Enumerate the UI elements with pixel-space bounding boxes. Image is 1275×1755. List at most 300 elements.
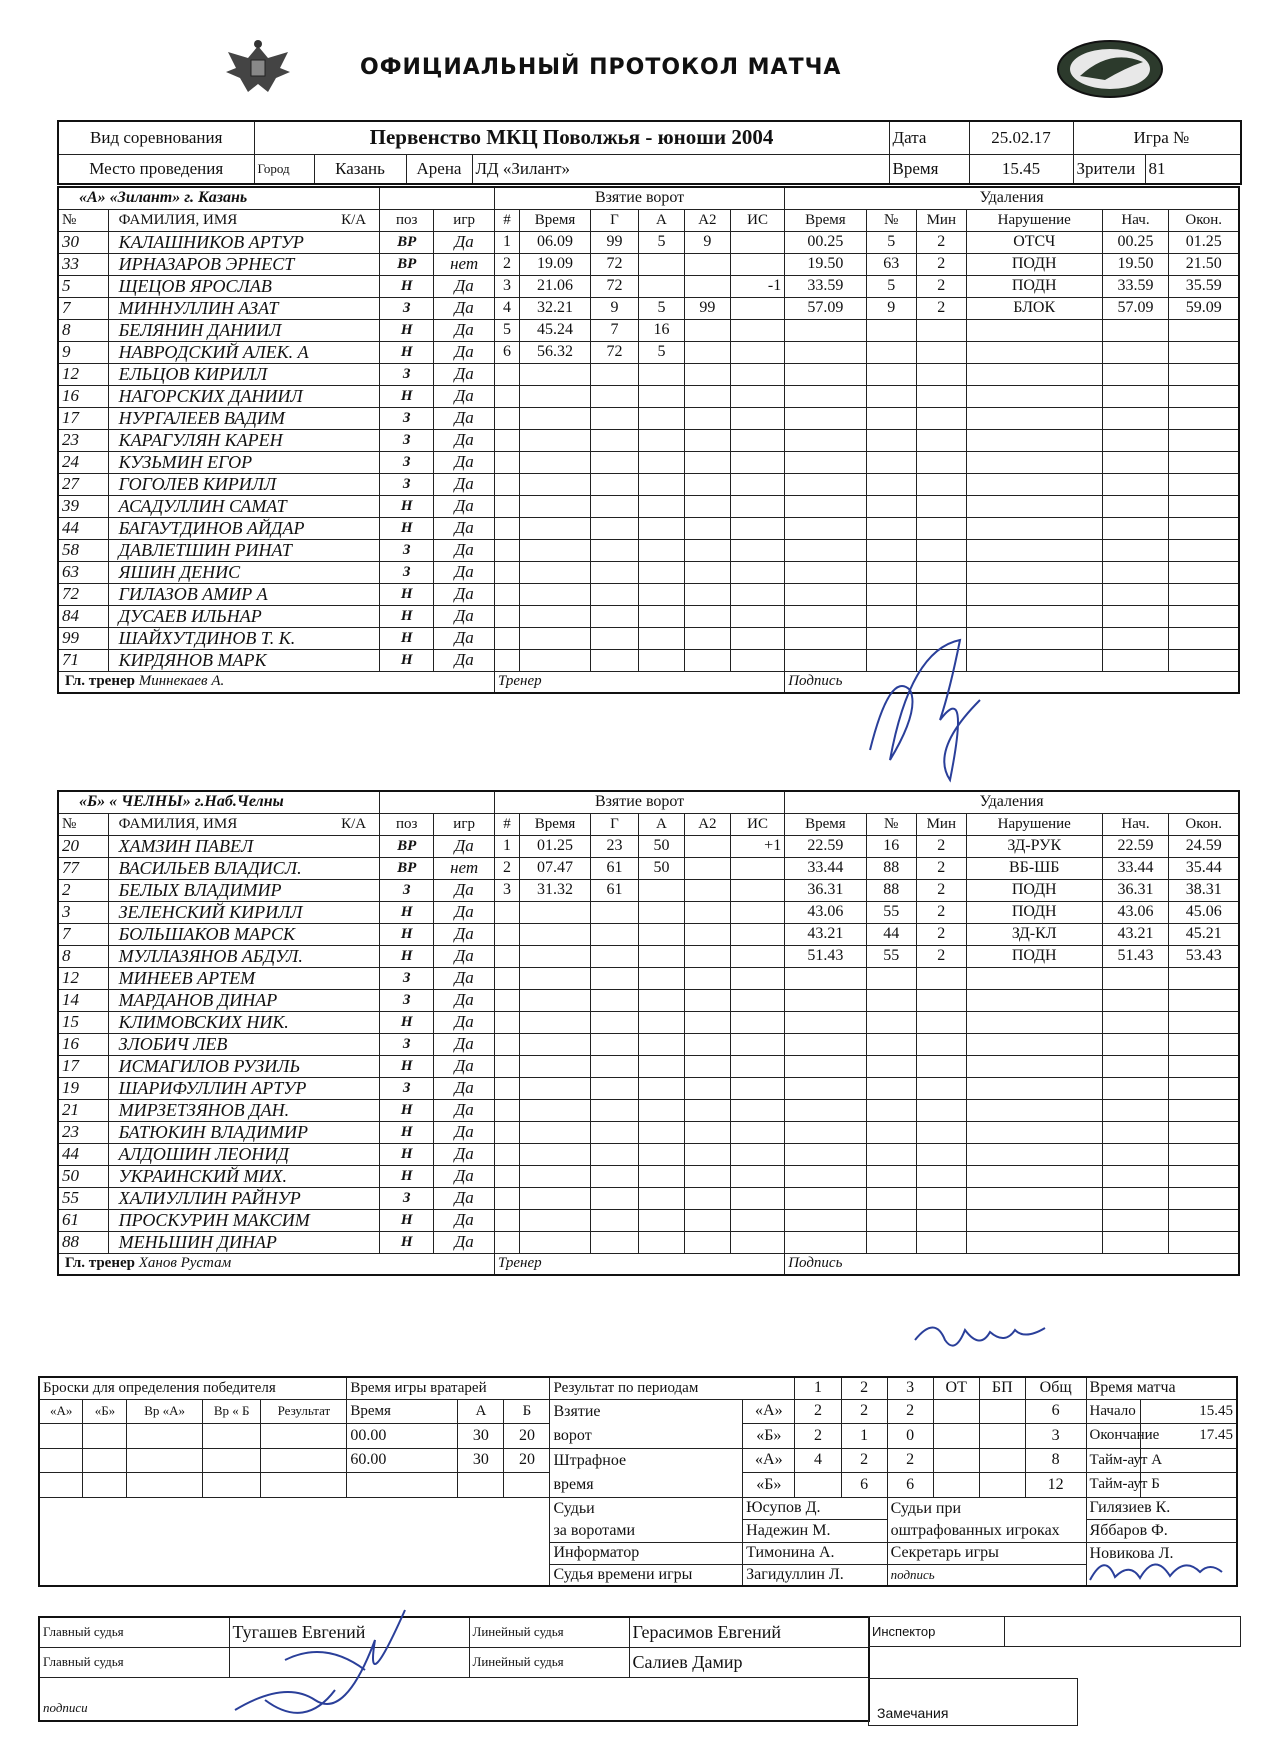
player-row bbox=[58, 1165, 1239, 1187]
pen-violation: ПОДН bbox=[966, 945, 1102, 967]
goal-time: 32.21 bbox=[519, 297, 590, 319]
line-ref-1: Герасимов Евгений bbox=[629, 1617, 869, 1647]
player-row bbox=[58, 967, 1239, 989]
goal-scorer: 72 bbox=[590, 341, 638, 363]
player-name: ИРНАЗАРОВ ЭРНЕСТ bbox=[108, 253, 379, 275]
signature-label: Подпись bbox=[785, 1253, 1239, 1275]
player-position: З bbox=[380, 1077, 434, 1099]
col-name-label: ФАМИЛИЯ, ИМЯ bbox=[118, 211, 238, 228]
pen-player: 44 bbox=[866, 923, 916, 945]
pen-minutes: 2 bbox=[916, 275, 966, 297]
player-played: Да bbox=[434, 1143, 495, 1165]
col-goal-time: Время bbox=[519, 813, 590, 835]
goal-situation: +1 bbox=[730, 835, 784, 857]
city-label: Город bbox=[254, 154, 314, 184]
team-b-table bbox=[57, 790, 1240, 1276]
pen-end: 53.43 bbox=[1169, 945, 1239, 967]
goal-situation: -1 bbox=[730, 275, 784, 297]
player-number: 44 bbox=[58, 1143, 108, 1165]
player-number: 7 bbox=[58, 923, 108, 945]
pen-time: 00.25 bbox=[785, 231, 866, 253]
player-played: Да bbox=[434, 1165, 495, 1187]
summary-table bbox=[38, 1376, 1238, 1587]
player-name: БАТЮКИН ВЛАДИМИР bbox=[108, 1121, 379, 1143]
pen-time: 22.59 bbox=[785, 835, 866, 857]
player-name: НУРГАЛЕЕВ ВАДИМ bbox=[108, 407, 379, 429]
player-row bbox=[58, 923, 1239, 945]
pen-minutes: 2 bbox=[916, 857, 966, 879]
player-name: МУЛЛАЗЯНОВ АБДУЛ. bbox=[108, 945, 379, 967]
goals-label-1: Взятие bbox=[553, 1402, 601, 1420]
pen-judges-label bbox=[887, 1497, 1086, 1542]
period-total-header: Общ bbox=[1025, 1377, 1086, 1399]
penalties-section-title: Удаления bbox=[785, 791, 1239, 813]
player-row bbox=[58, 835, 1239, 857]
pen-a-total: 8 bbox=[1025, 1448, 1086, 1473]
goal-assist2: 99 bbox=[684, 297, 730, 319]
player-name: АЛДОШИН ЛЕОНИД bbox=[108, 1143, 379, 1165]
player-name: БАГАУТДИНОВ АЙДАР bbox=[108, 517, 379, 539]
goal-time: 21.06 bbox=[519, 275, 590, 297]
shots-col-b: «Б» bbox=[83, 1399, 127, 1424]
player-number: 17 bbox=[58, 1055, 108, 1077]
col-pen-violation: Нарушение bbox=[966, 209, 1102, 231]
goals-a-bp bbox=[979, 1399, 1025, 1424]
col-pen-end: Окон. bbox=[1169, 813, 1239, 835]
pen-time: 43.06 bbox=[785, 901, 866, 923]
player-name: МИРЗЕТЗЯНОВ ДАН. bbox=[108, 1099, 379, 1121]
timeout-a-label: Тайм-аут А bbox=[1086, 1448, 1140, 1473]
player-number: 61 bbox=[58, 1209, 108, 1231]
pen-violation: ПОДН bbox=[966, 275, 1102, 297]
col-assist2: А2 bbox=[684, 813, 730, 835]
col-situation: ИС bbox=[730, 813, 784, 835]
player-number: 71 bbox=[58, 649, 108, 671]
player-number: 99 bbox=[58, 627, 108, 649]
player-number: 88 bbox=[58, 1231, 108, 1253]
col-name-label: ФАМИЛИЯ, ИМЯ bbox=[118, 815, 238, 832]
team-title: «Б» « ЧЕЛНЫ» г.Наб.Челны bbox=[58, 791, 380, 813]
pen-violation: ПОДН bbox=[966, 901, 1102, 923]
player-played: Да bbox=[434, 363, 495, 385]
signature-team-b bbox=[905, 1310, 1055, 1360]
player-position: З bbox=[380, 989, 434, 1011]
player-played: Да bbox=[434, 583, 495, 605]
player-row bbox=[58, 429, 1239, 451]
pen-minutes: 2 bbox=[916, 297, 966, 319]
player-number: 30 bbox=[58, 231, 108, 253]
col-goal-num: # bbox=[494, 209, 519, 231]
goal-num: 1 bbox=[494, 835, 519, 857]
goals-b-bp bbox=[979, 1424, 1025, 1449]
player-name: ЗЕЛЕНСКИЙ КИРИЛЛ bbox=[108, 901, 379, 923]
player-position: ВР bbox=[380, 231, 434, 253]
player-number: 23 bbox=[58, 429, 108, 451]
informer-label: Информатор bbox=[550, 1542, 743, 1564]
trainer-label: Тренер bbox=[494, 671, 784, 693]
pen-end: 01.25 bbox=[1169, 231, 1239, 253]
pen-start: 43.21 bbox=[1102, 923, 1169, 945]
player-row bbox=[58, 1077, 1239, 1099]
goals-b-p3: 0 bbox=[887, 1424, 933, 1449]
col-pos: поз bbox=[380, 813, 434, 835]
pen-a-ot bbox=[933, 1448, 979, 1473]
goal-situation bbox=[730, 231, 784, 253]
player-number: 5 bbox=[58, 275, 108, 297]
col-ka-label: К/А bbox=[341, 211, 367, 228]
spectators-label: Зрители bbox=[1073, 154, 1145, 184]
timekeeper-value: Загидуллин Л. bbox=[743, 1564, 887, 1586]
pen-player: 5 bbox=[866, 275, 916, 297]
goal-scorer: 7 bbox=[590, 319, 638, 341]
player-played: Да bbox=[434, 967, 495, 989]
player-row bbox=[58, 1011, 1239, 1033]
player-played: Да bbox=[434, 627, 495, 649]
player-played: Да bbox=[434, 1231, 495, 1253]
player-position: ВР bbox=[380, 835, 434, 857]
pen-violation: ОТСЧ bbox=[966, 231, 1102, 253]
player-position: ВР bbox=[380, 857, 434, 879]
period-3-header: 3 bbox=[887, 1377, 933, 1399]
player-number: 16 bbox=[58, 385, 108, 407]
main-ref-1: Тугашев Евгений bbox=[229, 1617, 469, 1647]
player-name: НАГОРСКИХ ДАНИИЛ bbox=[108, 385, 379, 407]
player-position: Н bbox=[380, 649, 434, 671]
player-played: Да bbox=[434, 649, 495, 671]
arena-value: ЛД «Зилант» bbox=[472, 154, 889, 184]
player-row bbox=[58, 583, 1239, 605]
player-number: 63 bbox=[58, 561, 108, 583]
player-number: 72 bbox=[58, 583, 108, 605]
goal-situation bbox=[730, 341, 784, 363]
goal-time: 07.47 bbox=[519, 857, 590, 879]
player-position: З bbox=[380, 473, 434, 495]
shots-col-gka: Вр «А» bbox=[127, 1399, 202, 1424]
col-pen-start: Нач. bbox=[1102, 813, 1169, 835]
goal-situation bbox=[730, 319, 784, 341]
city-value: Казань bbox=[314, 154, 406, 184]
pen-minutes: 2 bbox=[916, 879, 966, 901]
comp-value: Первенство МКЦ Поволжья - юноши 2004 bbox=[254, 121, 889, 154]
player-number: 44 bbox=[58, 517, 108, 539]
goal-assist1: 5 bbox=[638, 231, 684, 253]
goal-scorer: 61 bbox=[590, 879, 638, 901]
col-name bbox=[108, 813, 379, 835]
pen-player: 5 bbox=[866, 231, 916, 253]
time-value: 15.45 bbox=[969, 154, 1073, 184]
pen-judges-label-1: Судьи при bbox=[890, 1499, 961, 1517]
pen-player: 88 bbox=[866, 857, 916, 879]
head-coach-value: Миннекаев А. bbox=[138, 673, 225, 690]
player-played: Да bbox=[434, 319, 495, 341]
signature-label: Подпись bbox=[785, 671, 1239, 693]
player-position: Н bbox=[380, 1165, 434, 1187]
team-a-table bbox=[57, 186, 1240, 694]
line-ref-label-1: Линейный судья bbox=[469, 1617, 629, 1647]
player-name: ГОГОЛЕВ КИРИЛЛ bbox=[108, 473, 379, 495]
shots-col-a: «А» bbox=[39, 1399, 83, 1424]
player-position: Н bbox=[380, 341, 434, 363]
player-played: Да bbox=[434, 341, 495, 363]
col-goal-time: Время bbox=[519, 209, 590, 231]
goal-situation bbox=[730, 857, 784, 879]
period-2-header: 2 bbox=[841, 1377, 887, 1399]
player-position: Н bbox=[380, 319, 434, 341]
goals-b-p2: 1 bbox=[841, 1424, 887, 1449]
col-goal-num: # bbox=[494, 813, 519, 835]
player-row bbox=[58, 253, 1239, 275]
player-position: Н bbox=[380, 1055, 434, 1077]
gk-title: Время игры вратарей bbox=[347, 1377, 550, 1399]
col-pen-min: Мин bbox=[916, 813, 966, 835]
pen-start: 22.59 bbox=[1102, 835, 1169, 857]
timeout-b-label: Тайм-аут Б bbox=[1086, 1473, 1140, 1498]
pen-start: 51.43 bbox=[1102, 945, 1169, 967]
goal-time: 19.09 bbox=[519, 253, 590, 275]
col-pen-violation: Нарушение bbox=[966, 813, 1102, 835]
hockey-logo-icon bbox=[1055, 38, 1165, 100]
player-played: Да bbox=[434, 835, 495, 857]
goal-situation bbox=[730, 297, 784, 319]
player-position: З bbox=[380, 363, 434, 385]
col-assist1: А bbox=[638, 209, 684, 231]
player-row bbox=[58, 275, 1239, 297]
goal-num: 3 bbox=[494, 275, 519, 297]
pen-end: 45.06 bbox=[1169, 901, 1239, 923]
start-label: Начало bbox=[1086, 1399, 1140, 1424]
pen-start: 00.25 bbox=[1102, 231, 1169, 253]
goals-b-total: 3 bbox=[1025, 1424, 1086, 1449]
team-title: «А» «Зилант» г. Казань bbox=[58, 187, 380, 209]
pen-player: 88 bbox=[866, 879, 916, 901]
spectators-value: 81 bbox=[1145, 154, 1241, 184]
player-name: МИНЕЕВ АРТЕМ bbox=[108, 967, 379, 989]
player-name: ИСМАГИЛОВ РУЗИЛЬ bbox=[108, 1055, 379, 1077]
goal-num: 4 bbox=[494, 297, 519, 319]
player-row bbox=[58, 231, 1239, 253]
pen-minutes: 2 bbox=[916, 835, 966, 857]
player-played: Да bbox=[434, 539, 495, 561]
goal-time: 01.25 bbox=[519, 835, 590, 857]
goal-num: 6 bbox=[494, 341, 519, 363]
player-name: ХАМЗИН ПАВЕЛ bbox=[108, 835, 379, 857]
goal-assist2: 9 bbox=[684, 231, 730, 253]
player-name: БЕЛЫХ ВЛАДИМИР bbox=[108, 879, 379, 901]
goal-assist2 bbox=[684, 275, 730, 297]
goal-assist2 bbox=[684, 341, 730, 363]
player-name: ДУСАЕВ ИЛЬНАР bbox=[108, 605, 379, 627]
goal-scorer: 61 bbox=[590, 857, 638, 879]
goals-a-total: 6 bbox=[1025, 1399, 1086, 1424]
pen-minutes: 2 bbox=[916, 923, 966, 945]
referees-table bbox=[38, 1616, 870, 1722]
col-goal-scorer: Г bbox=[590, 813, 638, 835]
player-number: 20 bbox=[58, 835, 108, 857]
player-played: Да bbox=[434, 901, 495, 923]
head-coach bbox=[58, 671, 494, 693]
player-name: КАЛАШНИКОВ АРТУР bbox=[108, 231, 379, 253]
pen-b-total: 12 bbox=[1025, 1473, 1086, 1498]
player-row bbox=[58, 561, 1239, 583]
pen-b-p3: 6 bbox=[887, 1473, 933, 1498]
col-pen-end: Окон. bbox=[1169, 209, 1239, 231]
pen-b-p1 bbox=[795, 1473, 841, 1498]
player-position: Н bbox=[380, 1231, 434, 1253]
col-igr: игр bbox=[434, 813, 495, 835]
player-position: З bbox=[380, 539, 434, 561]
player-played: Да bbox=[434, 495, 495, 517]
pen-a-p1: 4 bbox=[795, 1448, 841, 1473]
goals-b-p1: 2 bbox=[795, 1424, 841, 1449]
pen-violation: ЗД-КЛ bbox=[966, 923, 1102, 945]
goal-time: 56.32 bbox=[519, 341, 590, 363]
pen-team-a: «А» bbox=[743, 1448, 795, 1473]
goals-section-title: Взятие ворот bbox=[494, 791, 784, 813]
player-row bbox=[58, 649, 1239, 671]
pen-end: 45.21 bbox=[1169, 923, 1239, 945]
player-number: 7 bbox=[58, 297, 108, 319]
player-played: Да bbox=[434, 297, 495, 319]
player-name: КИРДЯНОВ МАРК bbox=[108, 649, 379, 671]
player-row bbox=[58, 945, 1239, 967]
pen-time: 33.44 bbox=[785, 857, 866, 879]
player-row bbox=[58, 473, 1239, 495]
col-assist2: А2 bbox=[684, 209, 730, 231]
pen-player: 63 bbox=[866, 253, 916, 275]
pen-label-2: время bbox=[553, 1475, 594, 1493]
player-name: ВАСИЛЬЕВ ВЛАДИСЛ. bbox=[108, 857, 379, 879]
player-played: Да bbox=[434, 451, 495, 473]
player-name: МИННУЛЛИН АЗАТ bbox=[108, 297, 379, 319]
player-row bbox=[58, 627, 1239, 649]
player-played: нет bbox=[434, 857, 495, 879]
signatures-label: подписи bbox=[39, 1677, 869, 1721]
col-assist1: А bbox=[638, 813, 684, 835]
player-row bbox=[58, 363, 1239, 385]
head-coach bbox=[58, 1253, 494, 1275]
col-igr: игр bbox=[434, 209, 495, 231]
player-name: МАРДАНОВ ДИНАР bbox=[108, 989, 379, 1011]
player-name: ЕЛЬЦОВ КИРИЛЛ bbox=[108, 363, 379, 385]
player-name: АСАДУЛЛИН САМАТ bbox=[108, 495, 379, 517]
player-number: 21 bbox=[58, 1099, 108, 1121]
date-label: Дата bbox=[889, 121, 969, 154]
pen-judges-label-2: оштрафованных игроках bbox=[890, 1521, 1060, 1539]
player-position: З bbox=[380, 407, 434, 429]
gk-row1-a: 30 bbox=[458, 1424, 504, 1449]
goal-judge-1: Юсупов Д. bbox=[743, 1497, 887, 1520]
player-played: Да bbox=[434, 1209, 495, 1231]
pen-time: 19.50 bbox=[785, 253, 866, 275]
main-ref-label-2: Главный судья bbox=[39, 1647, 229, 1677]
player-row bbox=[58, 1033, 1239, 1055]
player-row bbox=[58, 539, 1239, 561]
player-row bbox=[58, 879, 1239, 901]
goals-b-ot bbox=[933, 1424, 979, 1449]
pen-minutes: 2 bbox=[916, 231, 966, 253]
gk-row1-b: 20 bbox=[504, 1424, 550, 1449]
goal-assist1 bbox=[638, 275, 684, 297]
pen-team-b: «Б» bbox=[743, 1473, 795, 1498]
player-number: 58 bbox=[58, 539, 108, 561]
goals-label bbox=[550, 1399, 743, 1448]
pen-minutes: 2 bbox=[916, 945, 966, 967]
remarks-box bbox=[868, 1678, 1078, 1726]
arena-label: Арена bbox=[406, 154, 472, 184]
page-title: ОФИЦИАЛЬНЫЙ ПРОТОКОЛ МАТЧА bbox=[360, 55, 842, 80]
player-position: Н bbox=[380, 627, 434, 649]
player-position: З bbox=[380, 879, 434, 901]
player-name: ШАЙХУТДИНОВ Т. К. bbox=[108, 627, 379, 649]
player-position: Н bbox=[380, 1099, 434, 1121]
remarks-label: Замечания bbox=[877, 1705, 949, 1721]
shots-title: Броски для определения победителя bbox=[39, 1377, 347, 1399]
player-row bbox=[58, 1143, 1239, 1165]
goal-time: 31.32 bbox=[519, 879, 590, 901]
player-played: Да bbox=[434, 945, 495, 967]
goals-a-p1: 2 bbox=[795, 1399, 841, 1424]
col-pen-num: № bbox=[866, 209, 916, 231]
player-number: 24 bbox=[58, 451, 108, 473]
player-row bbox=[58, 451, 1239, 473]
period-1-header: 1 bbox=[795, 1377, 841, 1399]
secretary-label: Секретарь игры bbox=[887, 1542, 1086, 1564]
goal-assist2 bbox=[684, 253, 730, 275]
goals-team-a: «А» bbox=[743, 1399, 795, 1424]
player-row bbox=[58, 857, 1239, 879]
gk-col-time: Время bbox=[347, 1399, 458, 1424]
player-number: 2 bbox=[58, 879, 108, 901]
goal-assist1: 16 bbox=[638, 319, 684, 341]
inspector-label: Инспектор bbox=[869, 1617, 1005, 1647]
pen-player: 55 bbox=[866, 945, 916, 967]
goal-scorer: 72 bbox=[590, 275, 638, 297]
player-name: НАВРОДСКИЙ АЛЕК. А bbox=[108, 341, 379, 363]
goal-time: 06.09 bbox=[519, 231, 590, 253]
player-position: Н bbox=[380, 385, 434, 407]
pen-start: 19.50 bbox=[1102, 253, 1169, 275]
player-position: Н bbox=[380, 1143, 434, 1165]
player-name: КЛИМОВСКИХ НИК. bbox=[108, 1011, 379, 1033]
goal-assist2 bbox=[684, 879, 730, 901]
player-number: 14 bbox=[58, 989, 108, 1011]
goal-assist2 bbox=[684, 835, 730, 857]
player-row bbox=[58, 989, 1239, 1011]
pen-time: 51.43 bbox=[785, 945, 866, 967]
player-row bbox=[58, 1099, 1239, 1121]
pen-end: 59.09 bbox=[1169, 297, 1239, 319]
col-pen-min: Мин bbox=[916, 209, 966, 231]
goals-a-p3: 2 bbox=[887, 1399, 933, 1424]
pen-time: 43.21 bbox=[785, 923, 866, 945]
player-number: 15 bbox=[58, 1011, 108, 1033]
game-label: Игра № bbox=[1073, 121, 1241, 154]
shots-col-gkb: Вр « Б bbox=[202, 1399, 261, 1424]
goals-a-ot bbox=[933, 1399, 979, 1424]
player-number: 12 bbox=[58, 363, 108, 385]
pen-violation: БЛОК bbox=[966, 297, 1102, 319]
pen-end: 35.59 bbox=[1169, 275, 1239, 297]
player-position: З bbox=[380, 429, 434, 451]
goal-assist1: 5 bbox=[638, 297, 684, 319]
secretary-sign-label: подпись bbox=[887, 1564, 1086, 1586]
player-name: БОЛЬШАКОВ МАРСК bbox=[108, 923, 379, 945]
player-row bbox=[58, 517, 1239, 539]
player-position: З bbox=[380, 1033, 434, 1055]
pen-player: 55 bbox=[866, 901, 916, 923]
match-time-title: Время матча bbox=[1086, 1377, 1237, 1399]
player-number: 12 bbox=[58, 967, 108, 989]
